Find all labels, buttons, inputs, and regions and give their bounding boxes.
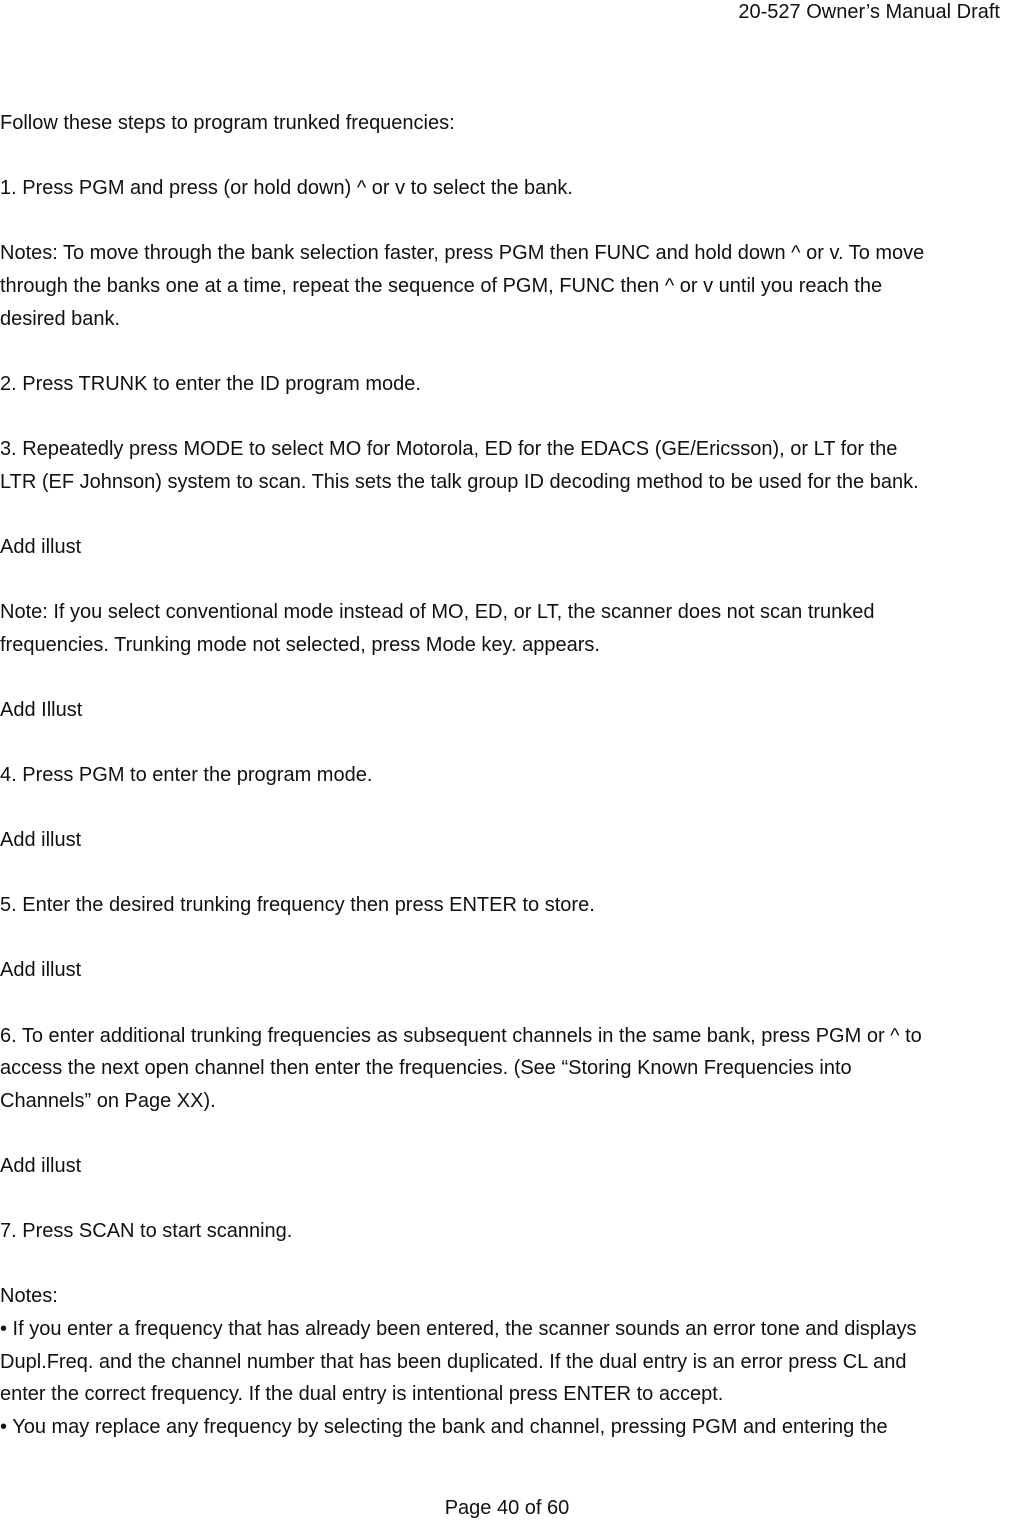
- step-2: 2. Press TRUNK to enter the ID program mode.: [0, 372, 421, 395]
- notes-1-line-2: through the banks one at a time, repeat the sequence of PGM, FUNC then ^ or v until you reach the: [0, 274, 883, 297]
- step-3-line-2: LTR (EF Johnson) system to scan. This sets the talk group ID decoding method to be used for the bank.: [0, 470, 919, 493]
- step-4: 4. Press PGM to enter the program mode.: [0, 763, 373, 786]
- illustration-placeholder-2: Add Illust: [0, 698, 83, 721]
- notes-heading: Notes:: [0, 1285, 58, 1308]
- bullet-1-line-2: Dupl.Freq. and the channel number that has been duplicated. If the dual entry is an error press CL and: [0, 1350, 907, 1373]
- notes-1-line-3: desired bank.: [0, 307, 121, 330]
- notes-1-line-1: Notes: To move through the bank selection faster, press PGM then FUNC and hold down ^ or v. To move: [0, 242, 925, 265]
- document-header: 20-527 Owner’s Manual Draft: [738, 1, 1000, 23]
- step-1: 1. Press PGM and press (or hold down) ^ or v to select the bank.: [0, 177, 573, 200]
- note-paragraph-2: [0, 596, 1000, 661]
- bullet-1-line-3: enter the correct frequency. If the dual entry is intentional press ENTER to accept.: [0, 1383, 724, 1406]
- illustration-placeholder-5: Add illust: [0, 1155, 82, 1177]
- step-6: [0, 1020, 1000, 1118]
- page-content: [0, 107, 1000, 1443]
- bullet-1-line-1: • If you enter a frequency that has already been entered, the scanner sounds an error tone and displays: [0, 1317, 917, 1340]
- page-number: Page 40 of 60: [444, 1497, 570, 1519]
- illustration-placeholder-3: Add illust: [0, 829, 82, 852]
- notes-bullet-1: [0, 1313, 1000, 1411]
- notes-paragraph-1: [0, 237, 1000, 335]
- step-6-line-1: 6. To enter additional trunking frequencies as subsequent channels in the same bank, press PGM or ^ to: [0, 1024, 922, 1047]
- illustration-placeholder-1: Add illust: [0, 535, 82, 558]
- step-5: 5. Enter the desired trunking frequency then press ENTER to store.: [0, 894, 595, 917]
- step-3-line-1: 3. Repeatedly press MODE to select MO for Motorola, ED for the EDACS (GE/Ericsson), or LT for the: [0, 437, 898, 460]
- notes-bullet-2: [0, 1411, 1000, 1444]
- note-2-line-2: frequencies. Trunking mode not selected, press Mode key. appears.: [0, 633, 600, 656]
- note-2-line-1: Note: If you select conventional mode instead of MO, ED, or LT, the scanner does not scan trunked: [0, 600, 875, 623]
- step-3: [0, 433, 1000, 498]
- illustration-placeholder-4: Add illust: [0, 959, 82, 982]
- bullet-2-line-1: • You may replace any frequency by selecting the bank and channel, pressing PGM and entering the: [0, 1415, 888, 1438]
- step-7: 7. Press SCAN to start scanning.: [0, 1220, 293, 1243]
- step-6-line-2: access the next open channel then enter the frequencies. (See “Storing Known Frequencies into: [0, 1057, 852, 1080]
- step-6-line-3: Channels” on Page XX).: [0, 1089, 216, 1112]
- intro-paragraph: Follow these steps to program trunked frequencies:: [0, 112, 455, 134]
